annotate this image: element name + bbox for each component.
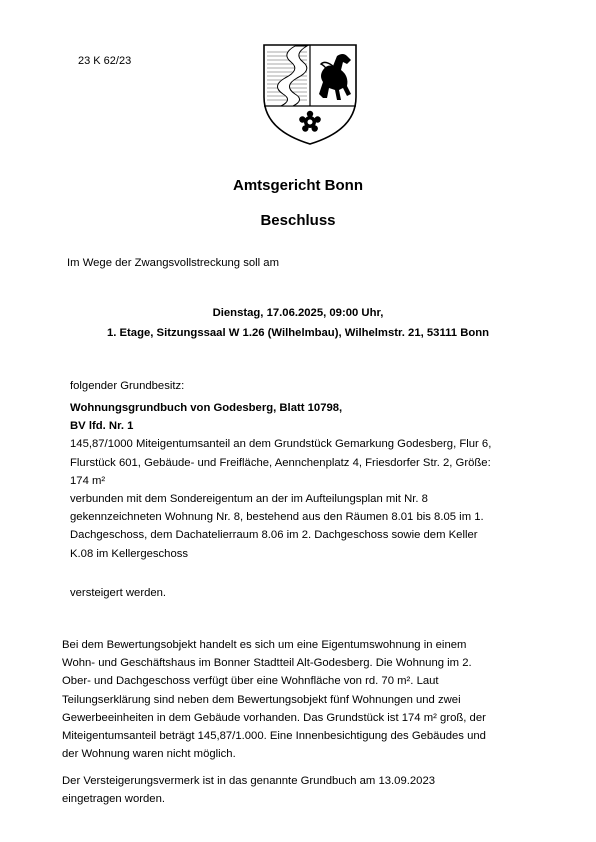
property-line: Dachgeschoss, dem Dachatelierraum 8.06 im 2. Dachgeschoss sowie dem Keller (70, 529, 478, 542)
auction-note (62, 772, 532, 808)
property-line: verbunden mit dem Sondereigentum an der im Aufteilungsplan mit Nr. 8 (70, 493, 428, 506)
bv-number: BV lfd. Nr. 1 (70, 420, 134, 433)
document-title: Beschluss (260, 212, 336, 229)
description-line: Gewerbeeinheiten in dem Gebäude vorhanden. Das Grundstück ist 174 m² groß, der (62, 711, 486, 724)
land-register-entry: Wohnungsgrundbuch von Godesberg, Blatt 10798, (70, 402, 343, 414)
property-line: Flurstück 601, Gebäude- und Freifläche, Aennchenplatz 4, Friesdorfer Str. 2, Größe: (70, 456, 491, 469)
property-line: 174 m² (70, 474, 106, 487)
appointment-block (0, 303, 596, 343)
description-line: Wohn- und Geschäftshaus im Bonner Stadtteil Alt-Godesberg. Die Wohnung im 2. (62, 657, 472, 670)
property-label: folgender Grundbesitz: (70, 380, 185, 392)
property-line: gekennzeichneten Wohnung Nr. 8, bestehend aus den Räumen 8.01 bis 8.05 im 1. (70, 511, 484, 524)
appointment-location: 1. Etage, Sitzungssaal W 1.26 (Wilhelmbau), Wilhelmstr. 21, 53111 Bonn (106, 327, 490, 339)
description-line: Teilungserklärung sind neben dem Bewertungsobjekt fünf Wohnungen und zwei (62, 693, 461, 706)
description-line: Bei dem Bewertungsobjekt handelt es sich um eine Eigentumswohnung in einem (62, 639, 467, 651)
court-name: Amtsgericht Bonn (232, 177, 363, 194)
appointment-date-time: Dienstag, 17.06.2025, 09:00 Uhr, (212, 307, 384, 319)
auction-text: versteigert werden. (70, 587, 167, 599)
property-line: K.08 im Kellergeschoss (70, 547, 189, 560)
case-number: 23 K 62/23 (78, 55, 132, 67)
nrw-coat-of-arms-icon (261, 42, 359, 146)
description-line: der Wohnung waren nicht möglich. (62, 748, 236, 761)
description-line: Ober- und Dachgeschoss verfügt über eine Wohnfläche von rd. 70 m². Laut (62, 675, 439, 688)
intro-text: Im Wege der Zwangsvollstreckung soll am (67, 257, 280, 269)
description-line: Miteigentumsanteil beträgt 145,87/1.000. Eine Innenbesichtigung des Gebäudes und (62, 730, 486, 743)
property-description (70, 399, 550, 563)
note-line: Der Versteigerungsvermerk ist in das genannte Grundbuch am 13.09.2023 (62, 775, 436, 787)
property-line: 145,87/1000 Miteigentumsanteil an dem Grundstück Gemarkung Godesberg, Flur 6, (70, 438, 492, 451)
note-line: eingetragen worden. (62, 793, 166, 806)
valuation-description (62, 636, 532, 763)
